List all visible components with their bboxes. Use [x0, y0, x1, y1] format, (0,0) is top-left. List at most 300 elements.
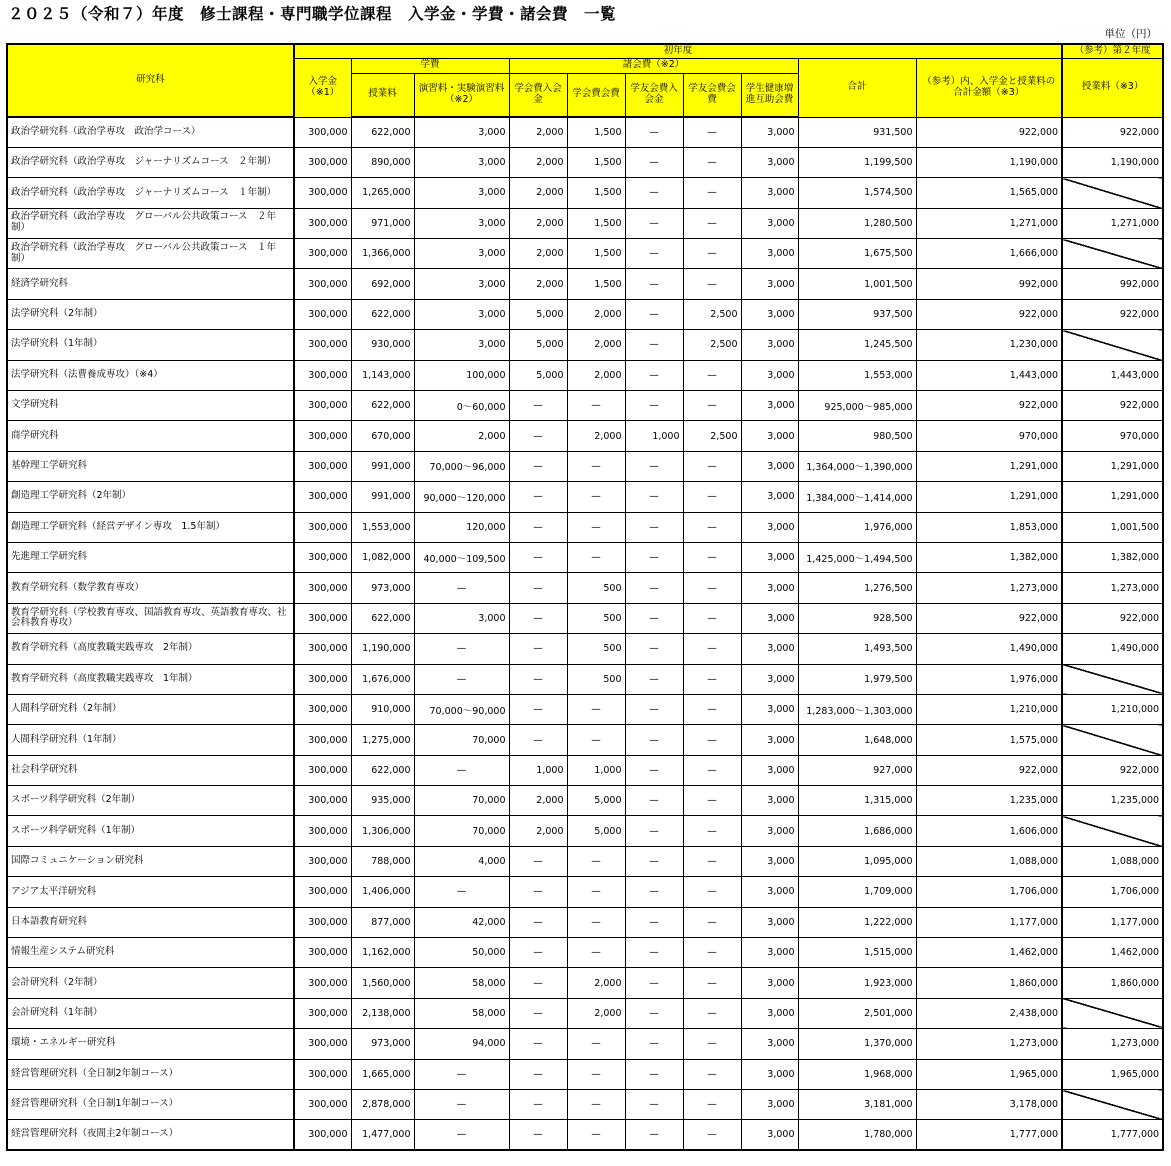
header-practice: 演習料・実験演習料（※2） [414, 73, 509, 117]
cell-admission: 300,000 [294, 178, 351, 208]
cell-health: 3,000 [741, 786, 798, 816]
cell-ref-sum: 922,000 [916, 755, 1062, 785]
cell-research: 会計研究科（2年制） [7, 968, 294, 998]
cell-ref-sum: 2,438,000 [916, 998, 1062, 1028]
cell-alumni-fee: — [683, 360, 741, 390]
cell-research: 基幹理工学研究科 [7, 451, 294, 481]
table-row [7, 451, 1163, 481]
cell-tuition: 930,000 [351, 330, 414, 360]
cell-ref-sum: 1,382,000 [916, 542, 1062, 572]
cell-ref-sum: 1,291,000 [916, 482, 1062, 512]
table-row [7, 786, 1163, 816]
cell-research: 政治学研究科（政治学専攻 ジャーナリズムコース １年制） [7, 178, 294, 208]
cell-alumni-fee: — [683, 1120, 741, 1150]
cell-tuition: 2,878,000 [351, 1090, 414, 1120]
cell-alumni-fee: 2,500 [683, 299, 741, 329]
cell-admission: 300,000 [294, 482, 351, 512]
cell-ref-sum: 922,000 [916, 299, 1062, 329]
cell-ref-sum: 1,860,000 [916, 968, 1062, 998]
cell-practice: 70,000 [414, 725, 509, 755]
cell-second-year-tuition [1062, 178, 1163, 208]
cell-alumni-entry: — [625, 330, 683, 360]
cell-assoc-entry: — [509, 664, 567, 694]
cell-research: 文学研究科 [7, 391, 294, 421]
cell-tuition: 670,000 [351, 421, 414, 451]
cell-admission: 300,000 [294, 330, 351, 360]
cell-admission: 300,000 [294, 786, 351, 816]
cell-health: 3,000 [741, 512, 798, 542]
header-research: 研究科 [7, 44, 294, 117]
cell-alumni-entry: — [625, 694, 683, 724]
cell-alumni-fee: — [683, 208, 741, 238]
cell-admission: 300,000 [294, 664, 351, 694]
cell-research: 情報生産システム研究科 [7, 938, 294, 968]
cell-admission: 300,000 [294, 694, 351, 724]
cell-alumni-fee: — [683, 451, 741, 481]
cell-alumni-entry: — [625, 998, 683, 1028]
cell-second-year-tuition: 1,177,000 [1062, 907, 1163, 937]
cell-research: 政治学研究科（政治学専攻 ジャーナリズムコース ２年制） [7, 147, 294, 177]
cell-second-year-tuition: 1,235,000 [1062, 786, 1163, 816]
cell-assoc-fee: — [567, 1120, 625, 1150]
cell-ref-sum: 1,230,000 [916, 330, 1062, 360]
cell-assoc-fee: 2,000 [567, 998, 625, 1028]
cell-research: 環境・エネルギー研究科 [7, 1029, 294, 1059]
cell-total: 1,001,500 [798, 269, 916, 299]
cell-alumni-fee: — [683, 725, 741, 755]
cell-second-year-tuition: 1,490,000 [1062, 634, 1163, 664]
cell-assoc-entry: 1,000 [509, 755, 567, 785]
cell-second-year-tuition: 1,210,000 [1062, 694, 1163, 724]
header-alumni-fee: 学友会費会費 [683, 73, 741, 117]
cell-tuition: 991,000 [351, 451, 414, 481]
cell-health: 3,000 [741, 482, 798, 512]
cell-tuition: 935,000 [351, 786, 414, 816]
cell-health: 3,000 [741, 1059, 798, 1089]
cell-research: 社会科学研究科 [7, 755, 294, 785]
cell-total: 1,315,000 [798, 786, 916, 816]
cell-admission: 300,000 [294, 269, 351, 299]
cell-alumni-fee: — [683, 755, 741, 785]
cell-total: 1,553,000 [798, 360, 916, 390]
cell-research: 先進理工学研究科 [7, 542, 294, 572]
header-tuition-group: 学費 [351, 58, 509, 73]
unit-label: 単位（円） [1104, 28, 1157, 40]
cell-practice: 100,000 [414, 360, 509, 390]
header-health: 学生健康増進互助会費 [741, 73, 798, 117]
cell-alumni-fee: — [683, 694, 741, 724]
cell-admission: 300,000 [294, 360, 351, 390]
header-first-year: 初年度 [294, 44, 1062, 58]
cell-alumni-entry: — [625, 1059, 683, 1089]
cell-tuition: 890,000 [351, 147, 414, 177]
cell-tuition: 788,000 [351, 846, 414, 876]
cell-health: 3,000 [741, 178, 798, 208]
cell-practice: — [414, 755, 509, 785]
cell-assoc-fee: — [567, 907, 625, 937]
cell-assoc-entry: — [509, 542, 567, 572]
cell-ref-sum: 1,210,000 [916, 694, 1062, 724]
cell-practice: 58,000 [414, 998, 509, 1028]
cell-research: 経済学研究科 [7, 269, 294, 299]
cell-total: 1,245,500 [798, 330, 916, 360]
cell-health: 3,000 [741, 1090, 798, 1120]
cell-tuition: 1,560,000 [351, 968, 414, 998]
cell-admission: 300,000 [294, 451, 351, 481]
cell-practice: 0～60,000 [414, 391, 509, 421]
cell-assoc-fee: 5,000 [567, 816, 625, 846]
cell-alumni-fee: — [683, 846, 741, 876]
cell-admission: 300,000 [294, 208, 351, 238]
table-row [7, 482, 1163, 512]
cell-total: 1,222,000 [798, 907, 916, 937]
cell-practice: 70,000 [414, 816, 509, 846]
cell-alumni-entry: — [625, 755, 683, 785]
cell-second-year-tuition: 922,000 [1062, 117, 1163, 147]
cell-practice: 94,000 [414, 1029, 509, 1059]
cell-assoc-entry: 2,000 [509, 178, 567, 208]
cell-admission: 300,000 [294, 542, 351, 572]
cell-admission: 300,000 [294, 117, 351, 147]
cell-admission: 300,000 [294, 634, 351, 664]
cell-total: 937,500 [798, 299, 916, 329]
cell-assoc-fee: — [567, 725, 625, 755]
cell-assoc-entry: 5,000 [509, 360, 567, 390]
cell-admission: 300,000 [294, 907, 351, 937]
cell-health: 3,000 [741, 269, 798, 299]
cell-admission: 300,000 [294, 421, 351, 451]
cell-alumni-fee: — [683, 968, 741, 998]
cell-admission: 300,000 [294, 725, 351, 755]
cell-health: 3,000 [741, 542, 798, 572]
cell-research: 国際コミュニケーション研究科 [7, 846, 294, 876]
cell-second-year-tuition: 1,190,000 [1062, 147, 1163, 177]
cell-research: 日本語教育研究科 [7, 907, 294, 937]
cell-assoc-fee: 1,500 [567, 117, 625, 147]
cell-assoc-entry: — [509, 938, 567, 968]
cell-alumni-entry: — [625, 147, 683, 177]
cell-assoc-entry: — [509, 634, 567, 664]
cell-admission: 300,000 [294, 938, 351, 968]
cell-alumni-fee: — [683, 542, 741, 572]
cell-health: 3,000 [741, 208, 798, 238]
cell-health: 3,000 [741, 421, 798, 451]
cell-ref-sum: 1,273,000 [916, 573, 1062, 603]
table-row [7, 512, 1163, 542]
cell-research: 経営管理研究科（全日制1年制コース） [7, 1090, 294, 1120]
cell-assoc-entry: — [509, 1120, 567, 1150]
cell-health: 3,000 [741, 330, 798, 360]
header-assoc-entry: 学会費入会金 [509, 73, 567, 117]
cell-ref-sum: 992,000 [916, 269, 1062, 299]
cell-practice: 70,000 [414, 786, 509, 816]
cell-second-year-tuition: 1,382,000 [1062, 542, 1163, 572]
cell-alumni-entry: — [625, 725, 683, 755]
cell-admission: 300,000 [294, 1120, 351, 1150]
cell-total: 1,968,000 [798, 1059, 916, 1089]
table-row [7, 846, 1163, 876]
cell-alumni-entry: — [625, 482, 683, 512]
cell-ref-sum: 1,490,000 [916, 634, 1062, 664]
table-row [7, 269, 1163, 299]
cell-second-year-tuition: 922,000 [1062, 391, 1163, 421]
cell-assoc-entry: 5,000 [509, 330, 567, 360]
cell-health: 3,000 [741, 694, 798, 724]
header-admission: 入学金（※1） [294, 58, 351, 117]
cell-health: 3,000 [741, 755, 798, 785]
cell-assoc-entry: — [509, 694, 567, 724]
cell-admission: 300,000 [294, 968, 351, 998]
cell-second-year-tuition [1062, 998, 1163, 1028]
cell-tuition: 1,306,000 [351, 816, 414, 846]
cell-ref-sum: 1,565,000 [916, 178, 1062, 208]
cell-second-year-tuition [1062, 725, 1163, 755]
cell-assoc-fee: 2,000 [567, 968, 625, 998]
cell-alumni-entry: — [625, 846, 683, 876]
cell-total: 1,780,000 [798, 1120, 916, 1150]
cell-assoc-entry: — [509, 391, 567, 421]
cell-practice: — [414, 1120, 509, 1150]
cell-alumni-entry: — [625, 451, 683, 481]
cell-ref-sum: 1,271,000 [916, 208, 1062, 238]
cell-assoc-entry: — [509, 968, 567, 998]
cell-assoc-entry: 2,000 [509, 147, 567, 177]
table-row [7, 542, 1163, 572]
cell-alumni-entry: — [625, 1029, 683, 1059]
cell-practice: 50,000 [414, 938, 509, 968]
cell-health: 3,000 [741, 725, 798, 755]
table-row [7, 755, 1163, 785]
cell-health: 3,000 [741, 634, 798, 664]
cell-alumni-fee: — [683, 117, 741, 147]
cell-assoc-entry: — [509, 998, 567, 1028]
cell-tuition: 1,265,000 [351, 178, 414, 208]
cell-assoc-fee: 500 [567, 634, 625, 664]
cell-alumni-entry: 1,000 [625, 421, 683, 451]
cell-tuition: 622,000 [351, 299, 414, 329]
cell-practice: 3,000 [414, 299, 509, 329]
cell-second-year-tuition [1062, 239, 1163, 269]
cell-tuition: 622,000 [351, 391, 414, 421]
cell-tuition: 1,275,000 [351, 725, 414, 755]
cell-research: 教育学研究科（高度教職実践専攻 1年制） [7, 664, 294, 694]
cell-total: 1,493,500 [798, 634, 916, 664]
cell-total: 1,923,000 [798, 968, 916, 998]
cell-assoc-fee: 1,500 [567, 147, 625, 177]
header-assoc-fee: 学会費会費 [567, 73, 625, 117]
cell-assoc-fee: — [567, 482, 625, 512]
cell-health: 3,000 [741, 299, 798, 329]
cell-research: スポーツ科学研究科（2年制） [7, 786, 294, 816]
cell-assoc-fee: 1,500 [567, 239, 625, 269]
cell-admission: 300,000 [294, 1029, 351, 1059]
cell-second-year-tuition: 1,777,000 [1062, 1120, 1163, 1150]
cell-alumni-entry: — [625, 968, 683, 998]
cell-research: 経営管理研究科（全日制2年制コース） [7, 1059, 294, 1089]
cell-health: 3,000 [741, 1120, 798, 1150]
cell-practice: 3,000 [414, 178, 509, 208]
cell-total: 1,648,000 [798, 725, 916, 755]
table-header [7, 44, 1163, 117]
cell-ref-sum: 1,291,000 [916, 451, 1062, 481]
table-row [7, 998, 1163, 1028]
cell-assoc-fee: — [567, 391, 625, 421]
cell-research: 政治学研究科（政治学専攻 グローバル公共政策コース ２年制） [7, 208, 294, 238]
cell-tuition: 1,553,000 [351, 512, 414, 542]
cell-alumni-fee: — [683, 1090, 741, 1120]
cell-practice: 70,000～90,000 [414, 694, 509, 724]
cell-total: 931,500 [798, 117, 916, 147]
cell-total: 1,976,000 [798, 512, 916, 542]
cell-research: 経営管理研究科（夜間主2年制コース） [7, 1120, 294, 1150]
cell-ref-sum: 1,088,000 [916, 846, 1062, 876]
cell-alumni-fee: — [683, 1059, 741, 1089]
cell-tuition: 1,082,000 [351, 542, 414, 572]
cell-practice: 40,000～109,500 [414, 542, 509, 572]
cell-ref-sum: 1,666,000 [916, 239, 1062, 269]
cell-alumni-entry: — [625, 1120, 683, 1150]
cell-assoc-entry: — [509, 877, 567, 907]
cell-alumni-fee: — [683, 664, 741, 694]
cell-second-year-tuition [1062, 330, 1163, 360]
cell-second-year-tuition: 1,291,000 [1062, 482, 1163, 512]
header-total: 合計 [798, 58, 916, 117]
cell-second-year-tuition: 1,001,500 [1062, 512, 1163, 542]
cell-assoc-fee: 2,000 [567, 299, 625, 329]
cell-research: 法学研究科（法曹養成専攻）（※4） [7, 360, 294, 390]
cell-alumni-fee: — [683, 786, 741, 816]
table-row [7, 603, 1163, 633]
cell-second-year-tuition: 1,291,000 [1062, 451, 1163, 481]
table-row [7, 391, 1163, 421]
cell-tuition: 622,000 [351, 755, 414, 785]
cell-assoc-entry: — [509, 482, 567, 512]
cell-admission: 300,000 [294, 512, 351, 542]
table-row [7, 360, 1163, 390]
cell-admission: 300,000 [294, 998, 351, 1028]
cell-assoc-fee: — [567, 846, 625, 876]
cell-tuition: 1,190,000 [351, 634, 414, 664]
table-row [7, 877, 1163, 907]
table-row [7, 664, 1163, 694]
cell-second-year-tuition: 1,088,000 [1062, 846, 1163, 876]
cell-research: 商学研究科 [7, 421, 294, 451]
cell-alumni-fee: — [683, 482, 741, 512]
table-row [7, 147, 1163, 177]
cell-alumni-fee: 2,500 [683, 330, 741, 360]
cell-total: 3,181,000 [798, 1090, 916, 1120]
cell-assoc-fee: — [567, 1059, 625, 1089]
cell-tuition: 2,138,000 [351, 998, 414, 1028]
cell-research: 人間科学研究科（1年制） [7, 725, 294, 755]
cell-assoc-entry: — [509, 1029, 567, 1059]
cell-assoc-fee: 500 [567, 573, 625, 603]
cell-ref-sum: 1,177,000 [916, 907, 1062, 937]
cell-research: 教育学研究科（高度教職実践専攻 2年制） [7, 634, 294, 664]
cell-health: 3,000 [741, 360, 798, 390]
cell-practice: — [414, 877, 509, 907]
cell-health: 3,000 [741, 846, 798, 876]
cell-ref-sum: 1,777,000 [916, 1120, 1062, 1150]
cell-alumni-entry: — [625, 603, 683, 633]
cell-second-year-tuition: 922,000 [1062, 603, 1163, 633]
table-row [7, 1120, 1163, 1150]
table-row [7, 573, 1163, 603]
cell-total: 1,370,000 [798, 1029, 916, 1059]
cell-alumni-entry: — [625, 391, 683, 421]
cell-health: 3,000 [741, 117, 798, 147]
cell-alumni-entry: — [625, 573, 683, 603]
cell-assoc-entry: — [509, 725, 567, 755]
cell-admission: 300,000 [294, 846, 351, 876]
cell-assoc-entry: 5,000 [509, 299, 567, 329]
cell-research: 創造理工学研究科（経営デザイン専攻 1.5年制） [7, 512, 294, 542]
cell-practice: 3,000 [414, 239, 509, 269]
header-alumni-entry: 学友会費入会金 [625, 73, 683, 117]
cell-tuition: 991,000 [351, 482, 414, 512]
cell-ref-sum: 1,606,000 [916, 816, 1062, 846]
cell-assoc-entry: — [509, 451, 567, 481]
cell-alumni-entry: — [625, 664, 683, 694]
cell-admission: 300,000 [294, 1059, 351, 1089]
cell-tuition: 973,000 [351, 573, 414, 603]
cell-practice: 58,000 [414, 968, 509, 998]
cell-alumni-entry: — [625, 938, 683, 968]
cell-health: 3,000 [741, 1029, 798, 1059]
cell-ref-sum: 1,575,000 [916, 725, 1062, 755]
cell-practice: — [414, 634, 509, 664]
table-row [7, 1029, 1163, 1059]
cell-total: 925,000～985,000 [798, 391, 916, 421]
cell-assoc-fee: 2,000 [567, 360, 625, 390]
cell-assoc-fee: 1,500 [567, 269, 625, 299]
cell-tuition: 877,000 [351, 907, 414, 937]
cell-second-year-tuition: 1,860,000 [1062, 968, 1163, 998]
cell-assoc-fee: — [567, 877, 625, 907]
cell-practice: 3,000 [414, 117, 509, 147]
cell-practice: 120,000 [414, 512, 509, 542]
cell-admission: 300,000 [294, 147, 351, 177]
cell-alumni-entry: — [625, 634, 683, 664]
cell-alumni-fee: — [683, 178, 741, 208]
table-row [7, 1090, 1163, 1120]
cell-admission: 300,000 [294, 816, 351, 846]
cell-tuition: 1,665,000 [351, 1059, 414, 1089]
cell-research: 会計研究科（1年制） [7, 998, 294, 1028]
cell-practice: 4,000 [414, 846, 509, 876]
cell-practice: 90,000～120,000 [414, 482, 509, 512]
cell-tuition: 622,000 [351, 603, 414, 633]
cell-tuition: 1,477,000 [351, 1120, 414, 1150]
header-tuition: 授業料 [351, 73, 414, 117]
cell-health: 3,000 [741, 603, 798, 633]
cell-total: 927,000 [798, 755, 916, 785]
cell-health: 3,000 [741, 239, 798, 269]
cell-ref-sum: 3,178,000 [916, 1090, 1062, 1120]
cell-ref-sum: 1,853,000 [916, 512, 1062, 542]
cell-alumni-fee: — [683, 877, 741, 907]
cell-assoc-fee: 500 [567, 603, 625, 633]
cell-alumni-entry: — [625, 178, 683, 208]
table-row [7, 299, 1163, 329]
cell-second-year-tuition: 992,000 [1062, 269, 1163, 299]
cell-alumni-entry: — [625, 299, 683, 329]
cell-alumni-fee: — [683, 603, 741, 633]
cell-alumni-fee: — [683, 938, 741, 968]
cell-ref-sum: 1,976,000 [916, 664, 1062, 694]
cell-alumni-fee: — [683, 147, 741, 177]
cell-assoc-fee: — [567, 938, 625, 968]
